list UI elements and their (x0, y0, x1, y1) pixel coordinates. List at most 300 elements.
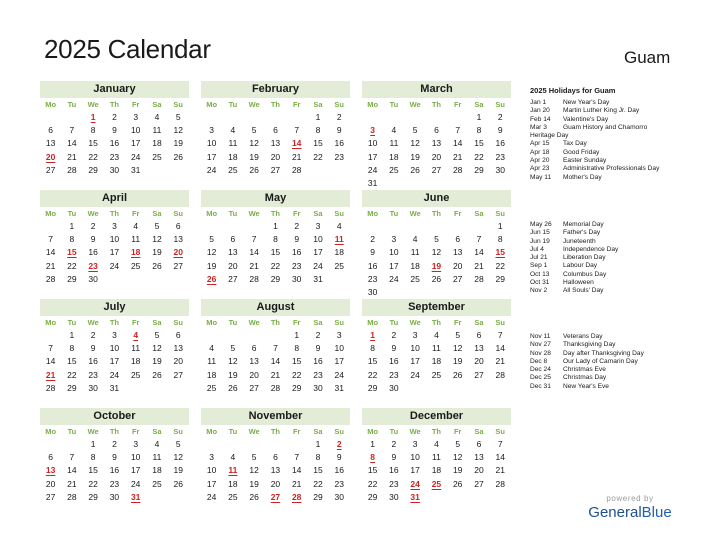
day-cell: 4 (154, 112, 160, 122)
holiday-item (530, 333, 644, 341)
day-cell: 29 (88, 491, 98, 502)
month-header: December (362, 408, 511, 425)
day-cell: 9 (315, 343, 321, 354)
weekday-label: Sa (474, 209, 484, 218)
holiday-name: Christmas Eve (563, 366, 606, 374)
day-cell: 1 (315, 112, 321, 122)
day-cell: 19 (173, 138, 183, 149)
day-cell: 4 (412, 234, 418, 245)
day-cell: 18 (228, 478, 238, 489)
weekday-label: Su (173, 100, 184, 109)
holiday-name: Day after Thanksgiving Day (563, 349, 644, 357)
weekday-label: Tu (67, 209, 77, 218)
day-cell: 20 (452, 260, 463, 271)
holiday-item (530, 262, 618, 270)
holiday-name: Memorial Day (563, 221, 604, 228)
day-cell: 11 (410, 247, 420, 258)
day-cell: 22 (313, 478, 323, 489)
empty-cell (405, 111, 426, 124)
day-cell: 15 (367, 356, 378, 367)
day-cell: 6 (455, 234, 461, 245)
day-cell: 3 (391, 234, 397, 245)
brand-name-part1: General (588, 504, 642, 521)
weekday-label: Su (495, 318, 506, 327)
holiday-item (530, 221, 618, 229)
day-cell: 15 (270, 247, 281, 258)
day-cell: 18 (410, 260, 420, 271)
weekday-label: Tu (389, 209, 399, 218)
day-cell: 7 (251, 234, 257, 245)
day-cell: 28 (474, 273, 484, 284)
day-cell: 26 (152, 369, 162, 380)
day-cell: 17 (130, 465, 141, 476)
weekday-label: Sa (152, 100, 162, 109)
day-cell: 3 (209, 125, 214, 136)
holiday-date-label: Dec 8 (530, 357, 548, 365)
day-cell: 23 (109, 151, 120, 162)
holiday-date: 19 (431, 260, 442, 271)
day-cell: 4 (209, 343, 214, 354)
day-cell: 7 (69, 452, 75, 463)
weekday-label: Su (173, 318, 184, 327)
holiday-item (530, 116, 659, 124)
day-cell: 9 (112, 452, 117, 463)
day-cell: 12 (152, 234, 162, 245)
weekday-label: Tu (67, 427, 77, 436)
empty-cell (40, 329, 61, 342)
holiday-date: 21 (45, 369, 56, 380)
day-cell: 28 (270, 382, 281, 393)
day-cell: 9 (336, 452, 342, 463)
month-february (201, 81, 350, 177)
holiday-name: Halloween (563, 279, 594, 287)
holiday-item (530, 157, 659, 165)
day-cell: 8 (90, 125, 96, 136)
day-cell: 30 (389, 491, 399, 502)
day-cell: 15 (88, 138, 98, 149)
day-cell: 6 (175, 221, 181, 231)
day-cell: 24 (206, 491, 217, 502)
day-cell: 1 (497, 221, 503, 231)
day-cell: 26 (152, 260, 162, 271)
empty-cell (222, 329, 243, 342)
day-cell: 16 (88, 247, 98, 258)
day-cell: 23 (313, 369, 323, 380)
empty-cell (61, 111, 82, 124)
holiday-date: 13 (45, 465, 56, 476)
day-cell: 29 (291, 382, 302, 393)
weekday-label: Mo (367, 318, 379, 327)
holiday-name: Independence Day (563, 245, 619, 253)
day-cell: 4 (230, 452, 236, 463)
holiday-name: Tax Day (563, 140, 587, 148)
day-cell: 27 (474, 478, 484, 489)
weekday-label: We (409, 318, 421, 327)
day-cell: 28 (452, 164, 463, 175)
holiday-name: Martin Luther King Jr. Day (563, 107, 640, 115)
holidays-title: 2025 Holidays for Guam (530, 86, 616, 95)
day-cell: 25 (228, 491, 238, 502)
weekday-label: We (87, 209, 99, 218)
day-cell: 22 (495, 260, 505, 271)
empty-cell (244, 111, 265, 124)
holiday-date-label: Dec 25 (530, 374, 551, 382)
holiday-name: Easter Sunday (563, 157, 607, 165)
day-cell: 3 (209, 452, 214, 463)
weekday-label: Fr (131, 318, 140, 327)
day-cell: 23 (88, 369, 98, 380)
weekday-label: Tu (228, 318, 238, 327)
day-cell: 27 (474, 369, 484, 380)
weekday-label: Th (431, 100, 442, 109)
day-cell: 15 (313, 138, 323, 149)
day-cell: 21 (45, 260, 56, 271)
day-cell: 21 (67, 151, 77, 162)
day-cell: 28 (45, 382, 56, 393)
day-cell: 24 (130, 151, 141, 162)
day-cell: 25 (130, 260, 141, 271)
holiday-name: Veterans Day (563, 333, 603, 340)
day-cell: 29 (367, 491, 378, 502)
day-cell: 16 (109, 465, 120, 476)
day-cell: 8 (315, 125, 321, 136)
day-cell: 21 (495, 356, 505, 367)
month-april (40, 190, 189, 286)
holiday-item (530, 271, 618, 279)
holiday-date: 8 (370, 452, 375, 463)
day-cell: 9 (90, 234, 96, 245)
day-cell: 26 (228, 382, 238, 393)
month-days-grid (201, 316, 350, 395)
day-cell: 19 (452, 465, 463, 476)
day-cell: 23 (389, 478, 399, 489)
weekday-label: Mo (45, 427, 57, 436)
weekday-label: We (87, 427, 99, 436)
day-cell: 2 (391, 439, 397, 449)
day-cell: 25 (152, 478, 162, 489)
day-cell: 18 (431, 356, 442, 367)
weekday-label: We (409, 209, 421, 218)
day-cell: 21 (67, 478, 77, 489)
weekday-label: Th (270, 427, 281, 436)
weekday-label: We (409, 427, 421, 436)
holiday-date: 31 (130, 491, 141, 502)
weekday-label: Sa (152, 427, 162, 436)
day-cell: 2 (370, 234, 375, 245)
empty-cell (468, 220, 489, 233)
weekday-label: Sa (313, 318, 323, 327)
day-cell: 16 (313, 356, 323, 367)
month-days-grid (362, 425, 511, 504)
day-cell: 10 (367, 138, 378, 149)
day-cell: 13 (431, 138, 442, 149)
empty-cell (222, 438, 243, 451)
day-cell: 7 (48, 343, 53, 354)
day-cell: 17 (109, 247, 120, 258)
holiday-date: 11 (228, 465, 238, 476)
day-cell: 15 (291, 356, 302, 367)
day-cell: 9 (391, 343, 397, 354)
holiday-date-label: Apr 20 (530, 157, 550, 165)
day-cell: 11 (228, 138, 238, 149)
holiday-item (530, 350, 644, 358)
day-cell: 30 (291, 273, 302, 284)
day-cell: 5 (154, 330, 160, 340)
holiday-item (530, 132, 659, 140)
day-cell: 8 (497, 234, 503, 245)
day-cell: 22 (88, 478, 98, 489)
holiday-name: Labour Day (563, 262, 598, 270)
weekday-label: Fr (131, 209, 140, 218)
holiday-date-label: Oct 31 (530, 279, 550, 287)
day-cell: 29 (88, 164, 98, 175)
holiday-date-label: Oct 13 (530, 270, 550, 278)
weekday-label: Mo (206, 427, 218, 436)
day-cell: 25 (130, 369, 141, 380)
day-cell: 13 (45, 138, 56, 149)
weekday-label: Th (109, 209, 120, 218)
holiday-date: 1 (90, 112, 96, 122)
powered-by-text: powered by (606, 494, 654, 503)
weekday-label: Th (431, 427, 442, 436)
weekday-label: Th (270, 100, 281, 109)
weekday-label: Fr (453, 427, 462, 436)
day-cell: 20 (249, 369, 259, 380)
weekday-label: Mo (45, 209, 57, 218)
day-cell: 5 (154, 221, 160, 231)
day-cell: 28 (67, 164, 77, 175)
holiday-date: 20 (173, 247, 183, 258)
day-cell: 30 (109, 164, 120, 175)
day-cell: 31 (130, 164, 141, 175)
empty-cell (362, 111, 383, 124)
day-cell: 23 (334, 478, 344, 489)
day-cell: 15 (67, 356, 77, 367)
day-cell: 22 (313, 151, 323, 162)
day-cell: 24 (313, 260, 323, 271)
brand-name (587, 504, 673, 521)
day-cell: 2 (336, 112, 342, 122)
day-cell: 26 (249, 164, 259, 175)
day-cell: 8 (370, 343, 375, 354)
weekday-label: Su (495, 100, 506, 109)
month-days-grid (40, 425, 189, 504)
month-header: April (40, 190, 189, 207)
day-cell: 16 (291, 247, 302, 258)
holiday-name: Christmas Day (563, 374, 607, 382)
holiday-item (530, 238, 618, 246)
day-cell: 17 (130, 138, 141, 149)
day-cell: 15 (88, 465, 98, 476)
day-cell: 19 (410, 151, 420, 162)
month-august (201, 299, 350, 395)
day-cell: 21 (291, 478, 302, 489)
holiday-date-label: Nov 28 (530, 349, 551, 357)
holiday-name: Liberation Day (563, 254, 606, 262)
holiday-date-label: Jan 1 (530, 99, 547, 106)
holiday-date: 25 (431, 478, 442, 489)
holiday-date: 1 (370, 330, 375, 340)
empty-cell (40, 438, 61, 451)
day-cell: 28 (495, 478, 505, 489)
empty-cell (426, 220, 447, 233)
day-cell: 23 (334, 151, 344, 162)
weekday-label: Tu (67, 100, 77, 109)
day-cell: 24 (109, 260, 120, 271)
holiday-date: 15 (495, 247, 505, 258)
day-cell: 7 (69, 125, 75, 136)
weekday-label: Su (334, 100, 345, 109)
day-cell: 27 (249, 382, 259, 393)
day-cell: 29 (67, 273, 77, 284)
day-cell: 10 (410, 343, 420, 354)
month-header: August (201, 299, 350, 316)
holiday-date: 28 (291, 491, 302, 502)
weekday-label: Sa (313, 100, 323, 109)
day-cell: 22 (474, 151, 484, 162)
month-october (40, 408, 189, 504)
day-cell: 5 (209, 234, 214, 245)
holiday-date: 20 (45, 151, 56, 162)
weekday-label: Sa (474, 318, 484, 327)
month-days-grid (201, 98, 350, 177)
day-cell: 24 (410, 369, 420, 380)
holiday-date: 11 (334, 234, 344, 245)
day-cell: 2 (90, 330, 96, 340)
day-cell: 18 (206, 369, 217, 380)
day-cell: 18 (228, 151, 238, 162)
day-cell: 18 (130, 356, 141, 367)
day-cell: 13 (474, 452, 484, 463)
day-cell: 4 (336, 221, 342, 231)
day-cell: 18 (152, 465, 162, 476)
day-cell: 23 (291, 260, 302, 271)
day-cell: 14 (474, 247, 484, 258)
empty-cell (405, 220, 426, 233)
day-cell: 19 (249, 151, 259, 162)
holiday-group (530, 99, 659, 182)
day-cell: 4 (434, 330, 439, 340)
day-cell: 3 (133, 112, 139, 122)
day-cell: 26 (410, 164, 420, 175)
day-cell: 5 (455, 330, 461, 340)
day-cell: 11 (432, 343, 441, 354)
day-cell: 26 (452, 478, 463, 489)
weekday-label: Th (270, 209, 281, 218)
day-cell: 19 (228, 369, 238, 380)
day-cell: 15 (367, 465, 378, 476)
day-cell: 4 (230, 125, 236, 136)
day-cell: 14 (67, 138, 77, 149)
holiday-date: 31 (410, 491, 420, 502)
weekday-label: We (409, 100, 421, 109)
day-cell: 13 (173, 343, 183, 354)
day-cell: 21 (270, 369, 281, 380)
day-cell: 19 (206, 260, 217, 271)
day-cell: 12 (410, 138, 420, 149)
holiday-group (530, 333, 644, 391)
day-cell: 30 (109, 491, 120, 502)
day-cell: 29 (474, 164, 484, 175)
weekday-label: Tu (228, 209, 238, 218)
holiday-date-label: Dec 31 (530, 382, 551, 390)
day-cell: 28 (495, 369, 505, 380)
day-cell: 12 (249, 138, 259, 149)
day-cell: 5 (455, 439, 461, 449)
day-cell: 3 (112, 330, 117, 340)
holiday-item (530, 254, 618, 262)
month-july (40, 299, 189, 395)
holiday-name: Juneteenth (563, 237, 596, 245)
day-cell: 5 (251, 452, 257, 463)
month-header: May (201, 190, 350, 207)
day-cell: 22 (270, 260, 281, 271)
day-cell: 14 (495, 343, 505, 354)
day-cell: 17 (410, 465, 420, 476)
day-cell: 2 (315, 330, 321, 340)
day-cell: 30 (389, 382, 399, 393)
day-cell: 7 (294, 125, 300, 136)
day-cell: 26 (173, 151, 183, 162)
day-cell: 10 (389, 247, 399, 258)
day-cell: 14 (45, 356, 56, 367)
holiday-item (530, 279, 618, 287)
holiday-item (530, 358, 644, 366)
holiday-date-label: Mar 3 (530, 123, 547, 131)
day-cell: 28 (249, 273, 259, 284)
day-cell: 16 (88, 356, 98, 367)
day-cell: 31 (334, 382, 344, 393)
holiday-item (530, 174, 659, 182)
holiday-item (530, 107, 659, 115)
day-cell: 5 (175, 112, 181, 122)
holiday-item (530, 287, 618, 295)
holiday-item (530, 366, 644, 374)
weekday-label: Su (173, 209, 184, 218)
day-cell: 12 (452, 343, 463, 354)
day-cell: 27 (270, 164, 281, 175)
holiday-date-label: Jan 20 (530, 107, 550, 115)
weekday-label: Th (431, 209, 442, 218)
day-cell: 27 (45, 164, 56, 175)
day-cell: 1 (294, 330, 300, 340)
day-cell: 11 (152, 452, 162, 463)
day-cell: 6 (48, 125, 53, 136)
holiday-item (530, 246, 618, 254)
month-june (362, 190, 511, 299)
day-cell: 8 (273, 234, 278, 245)
holiday-name: Good Friday (563, 148, 600, 156)
day-cell: 8 (476, 125, 482, 136)
day-cell: 11 (131, 343, 141, 354)
month-header: September (362, 299, 511, 316)
day-cell: 18 (152, 138, 162, 149)
day-cell: 24 (334, 369, 344, 380)
empty-cell (447, 220, 468, 233)
day-cell: 28 (291, 164, 302, 175)
day-cell: 10 (130, 125, 141, 136)
day-cell: 10 (109, 343, 120, 354)
holiday-date-label: May 11 (530, 173, 552, 181)
empty-cell (383, 220, 404, 233)
day-cell: 17 (410, 356, 420, 367)
weekday-label: Fr (131, 427, 140, 436)
day-cell: 3 (133, 439, 139, 449)
weekday-label: We (248, 100, 260, 109)
holiday-name: New Year's Day (563, 99, 610, 106)
weekday-label: Su (334, 209, 345, 218)
day-cell: 25 (206, 382, 217, 393)
